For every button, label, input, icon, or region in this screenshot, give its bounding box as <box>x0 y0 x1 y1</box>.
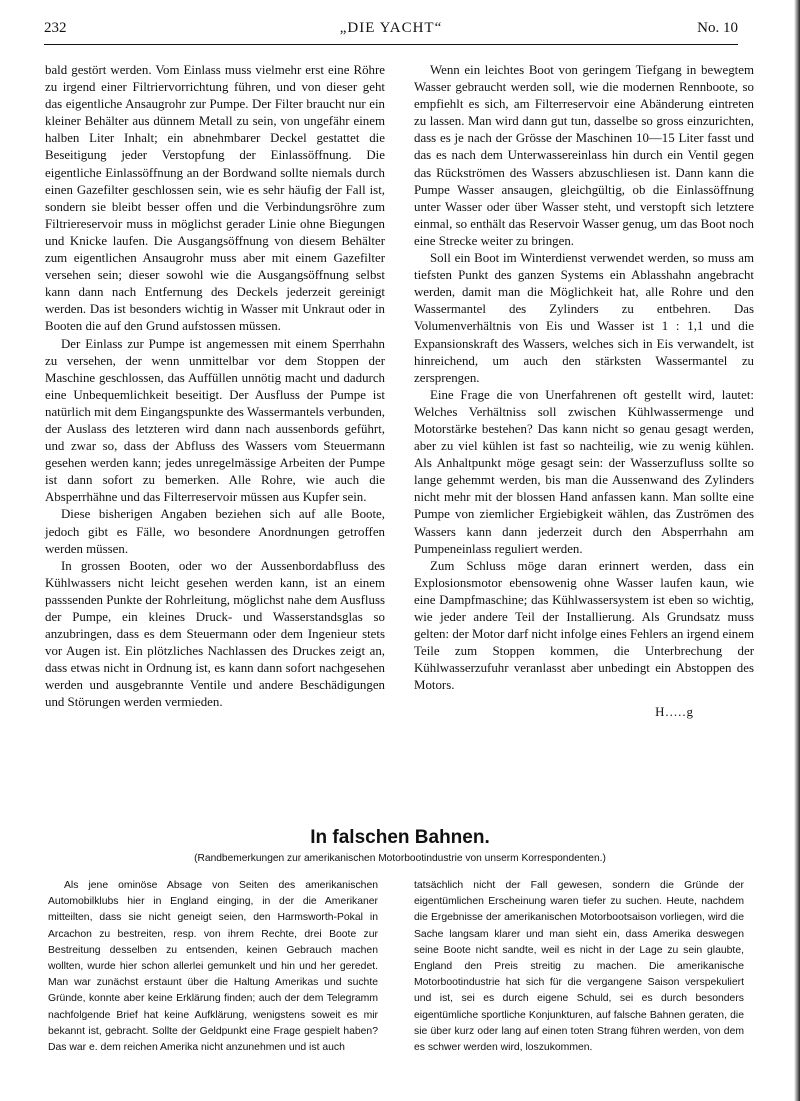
article-title: In falschen Bahnen. <box>310 827 490 848</box>
paragraph: Der Einlass zur Pumpe ist angemessen mit einem Sperrhahn zu versehen, der wenn unmittelbar vor dem Stoppen der Maschine geschlossen, das Auffüllen unnötig macht und dadurch eine Unbequemlichkeit beseitigt. Der Ausfluss der Pumpe ist natürlich mit dem Eingangspunkte des Wassermantels verbunden, der Auslass des letzteren wird dann nach aussenbords geführt, und zwar so, dass der Abfluss des Wassers vom Steuermann gesehen werden kann; jedes unregelmässige Arbeiten der Pumpe ist dann sofort zu bemerken. Alle Rohre, wie auch die Absperrhähne und das Filterreservoir müssen aus Kupfer sein. <box>45 336 385 505</box>
scan-edge <box>794 0 800 1101</box>
issue-number: No. 10 <box>697 20 738 36</box>
paragraph: tatsächlich nicht der Fall gewesen, sondern die Gründe der eigentümlichen Erscheinung waren tiefer zu suchen. Heute, nachdem die Ergebnisse der amerikanischen Motorbootsaison vorliegen, wird die Sache langsam klarer und man sieht ein, dass Amerika deswegen seine Boote nicht sandte, weil es nicht in der Lage zu sein glaubte, England den Preis streitig zu machen. Die amerikanische Motorbootindustrie hat sich für die vergangene Saison verspekuliert und ist, sei es durch eigene Schuld, sei es durch besonders eigentümliche sportliche Konjunkturen, auf falsche Bahnen geraten, die sie über kurz oder lang auf einen toten Strang führen werden, von dem es schwer werden wird, loszukommen. <box>414 880 744 1054</box>
header-rule <box>44 44 738 45</box>
paragraph: bald gestört werden. Vom Einlass muss vielmehr erst eine Röhre zu irgend einer Filtriervorrichtung führen, und von dieser geht das eigentliche Ansaugrohr zur Pumpe. Der Filter braucht nur ein kleiner Behälter aus dünnem Metall zu sein, von ungefähr einem halben Liter Inhalt; ein abnehmbarer Deckel gestattet die Beseitigung jeder Verstopfung der Einlassöffnung. Die eigentliche Einlassöffnung an der Bordwand sollte niemals durch einen Gazefilter geschlossen sein, wie es sehr häufig der Fall ist, sondern sie bleibt besser offen und die Verbindungsröhre zum Filtriereservoir muss in möglichst gerader Linie ohne Biegungen und Knicke laufen. Die Ausgangsöffnung von diesem Behälter zum eigentlichen Ansaugrohr muss aber mit einem Gazefilter versehen sein; dieser sowohl wie die Ausgangsöffnung selbst kann dann nach Entfernung des Deckels jederzeit gereinigt werden. Das ist besonders wichtig in Wasser mit Unkraut oder in Booten die auf den Grund aufstossen müssen. <box>45 63 385 334</box>
right-column <box>414 62 754 722</box>
author-signature: H.....g <box>655 705 694 720</box>
paragraph: Eine Frage die von Unerfahrenen oft gestellt wird, lautet: Welches Verhältniss soll zwischen Kühlwassermenge und Motorstärke bestehen? Das kann nicht so genau gesagt werden, aber zu viel kühlen ist fast so nachteilig, wie zu wenig kühlen. Als Anhaltpunkt möge gesagt sein: der Wasserzufluss sollte so lange gehemmt werden, bis man die Aussenwand des Zylinders nicht mehr mit der blossen Hand anfassen kann. Man sollte eine Pumpe von ziemlicher Ergiebigkeit wählen, das Zuströmen des Wassers kann dann jederzeit durch den Absperrhahn am Pumpeneinlass reguliert werden. <box>414 387 754 556</box>
article-left-column <box>48 878 378 1056</box>
paragraph: Wenn ein leichtes Boot von geringem Tiefgang in bewegtem Wasser gebraucht werden soll, wie die modernen Rennboote, so empfiehlt es sich, am Filterreservoir eine Abänderung eintreten zu lassen. Man wird dann gut tun, dasselbe so gross einzurichten, dass es je nach der Grösse der Maschinen 10—15 Liter fasst und das es nach dem Unterwassereinlass hin durch ein Ventil gegen das Rückströmen des Wassers abzuschliesen ist. Dann kann die Pumpe Wasser ansaugen, gleichgültig, ob die Einlassöffnung unter Wasser oder über Wasser steht, und verstopft sich letztere einmal, so enthält das Reservoir Wasser genug, um das Boot noch eine Strecke weiter zu bringen. <box>414 63 754 248</box>
journal-title: „DIE YACHT“ <box>339 20 443 36</box>
paragraph: Zum Schluss möge daran erinnert werden, dass ein Explosionsmotor ebensowenig ohne Wasser laufen kaun, wie eine Dampfmaschine; das Kühlwassersystem ist eben so wichtig, wie jeder andere Teil der Installierung. Als Grundsatz muss gelten: der Motor darf nicht infolge eines Fehlers an irgend einem Teile zum Stoppen kommen, die Unterbrechung der Kühlwasserzufuhr veranlasst aber unbedingt ein Abstoppen des Motors. <box>414 558 754 693</box>
page-header <box>44 18 738 40</box>
article-right-column <box>414 878 744 1056</box>
paragraph: In grossen Booten, oder wo der Aussenbordabfluss des Kühlwassers nicht leicht gesehen werden kann, ist an einem passsenden Punkte der Rohrleitung, möglichst nahe dem Ausfluss der Pumpe, ein kleines Druck- und Wasserstandsglas so anzubringen, dass es dem Steuermann oder dem Ingenieur stets vor Augen ist. Ein plötzliches Nachlassen des Druckes zeigt an, dass etwas nicht in Ordnung ist, es kann dann sofort nachgesehen werden und ausgebrannte Ventile und andere Beschädigungen und Störungen werden vermieden. <box>45 558 385 710</box>
paragraph: Diese bisherigen Angaben beziehen sich auf alle Boote, jedoch gibt es Fälle, wo besondere Anordnungen getroffen werden müssen. <box>45 507 385 556</box>
left-column <box>45 62 385 712</box>
paragraph: Soll ein Boot im Winterdienst verwendet werden, so muss am tiefsten Punkt des ganzen Systems ein Ablasshahn angebracht werden, damit man die Möglichkeit hat, alle Rohre und den Wassermantel des Zylinders zu entbehren. Das Volumenverhältnis von Eis und Wasser ist 1 : 1,1 und die Expansionskraft des Wassers, welches sich in Eis verwandelt, ist hinreichend, um auch den stärksten Wassermantel zu zersprengen. <box>414 251 754 385</box>
paragraph: Als jene ominöse Absage von Seiten des amerikanischen Automobilklubs hier in England einging, in der die Amerikaner mitteilten, dass sie nicht geneigt seien, den Harmsworth-Pokal in Arcachon zu bestreiten, resp. von ihrem Rechte, drei Boote zur Bestreitung desselben zu entsenden, keinen Gebrauch machen wollten, wurde hier schon allerlei gemunkelt und hin und her geredet. Man war zunächst erstaunt über die Haltung Amerikas und suchte Gründe, konnte aber keine Erklärung finden; auch der dem Telegramm nachfolgende Brief hat keine Aufklärung, wenigstens soweit es mir bekannt ist, gebracht. Sollte der Geldpunkt eine Frage gespielt haben? Das war e. dem reichen Amerika nicht anzunehmen und ist auch <box>48 880 378 1054</box>
page-number: 232 <box>44 20 67 36</box>
article-subtitle: (Randbemerkungen zur amerikanischen Motorbootindustrie von unserm Korrespondenten.) <box>194 853 606 864</box>
